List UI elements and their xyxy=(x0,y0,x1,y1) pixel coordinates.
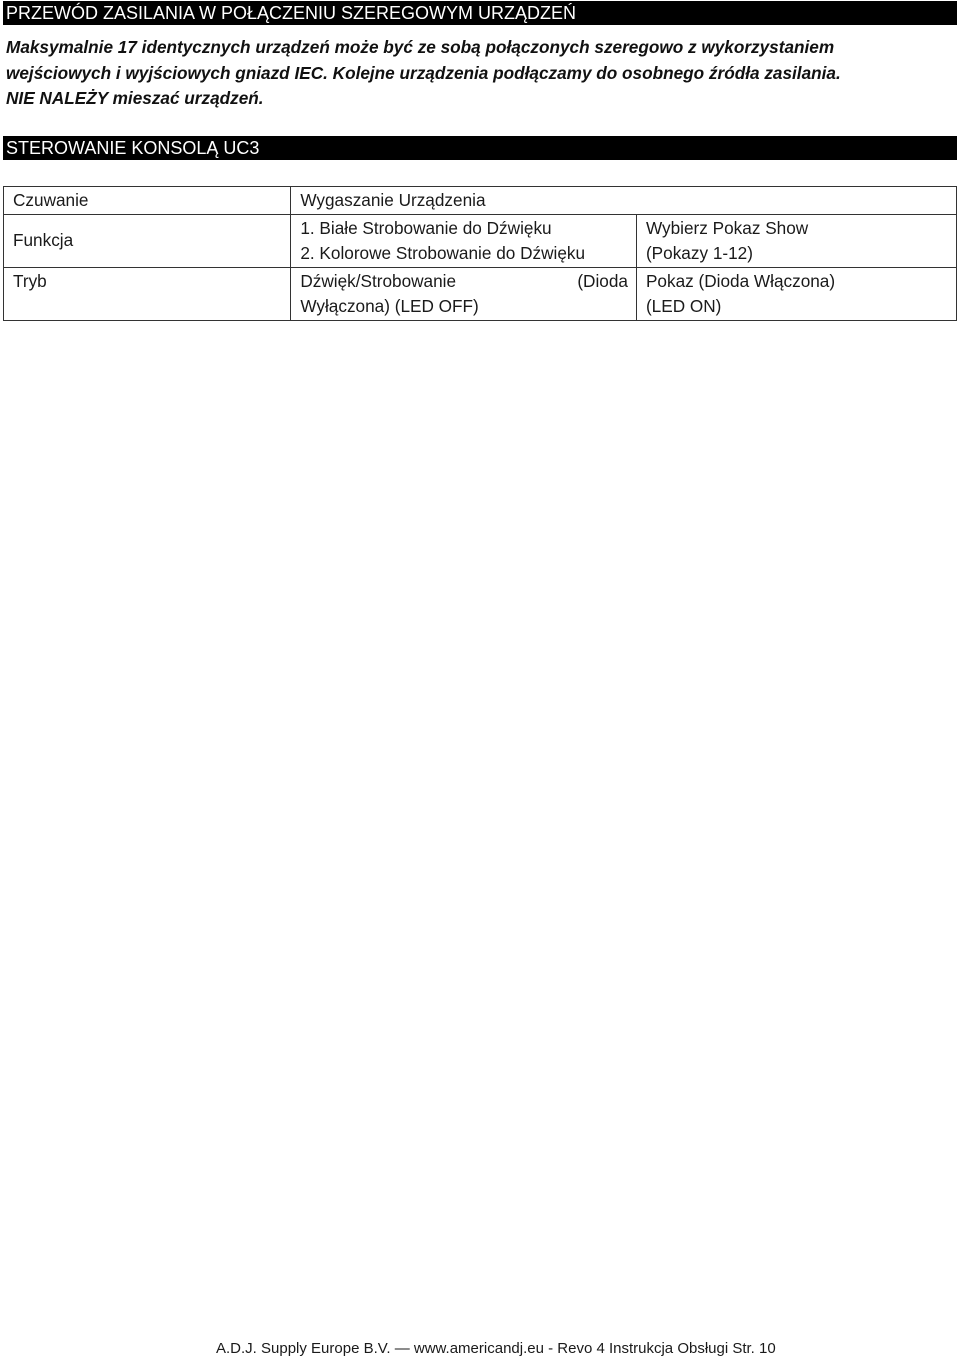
function-option-white-strobe: 1. Białe Strobowanie do Dźwięku xyxy=(300,217,552,238)
function-show-range: (Pokazy 1-12) xyxy=(645,243,753,263)
section-title-power-linking: PRZEWÓD ZASILANIA W POŁĄCZENIU SZEREGOWYM URZĄDZEŃ xyxy=(3,1,957,25)
uc3-control-table xyxy=(3,186,957,321)
mode-show-led-on: Pokaz (Dioda Włączona) xyxy=(645,270,836,291)
function-show-select: Wybierz Pokaz Show xyxy=(645,217,809,238)
mode-sound-strobe-cell xyxy=(291,267,637,320)
page-footer: A.D.J. Supply Europe B.V. — www.americandj.eu - Revo 4 Instrukcja Obsługi Str. 10 xyxy=(216,1340,776,1357)
mode-show-cell xyxy=(636,267,956,320)
power-linking-paragraph xyxy=(6,35,954,112)
section-title-uc3-control: STEROWANIE KONSOLĄ UC3 xyxy=(3,136,957,160)
mode-led-off-text: Wyłączona) (LED OFF) xyxy=(300,296,479,316)
row-label-mode: Tryb xyxy=(4,267,291,320)
table-row-mode xyxy=(4,267,957,320)
mode-show-led-on-label: (LED ON) xyxy=(645,296,722,316)
mode-sound-strobe-text: Dźwięk/Strobowanie xyxy=(300,270,457,291)
standby-description: Wygaszanie Urządzenia xyxy=(291,187,957,215)
paragraph-line: NIE NALEŻY mieszać urządzeń. xyxy=(6,88,264,108)
row-label-function: Funkcja xyxy=(4,214,291,267)
table-row-function xyxy=(4,214,957,267)
row-label-standby: Czuwanie xyxy=(4,187,291,215)
mode-led-off-open: (Dioda xyxy=(577,270,628,291)
paragraph-line: wejściowych i wyjściowych gniazd IEC. Kolejne urządzenia podłączamy do osobnego źródła zasilania. xyxy=(6,62,841,83)
function-show-cell xyxy=(636,214,956,267)
function-sound-strobe-cell xyxy=(291,214,637,267)
function-option-color-strobe: 2. Kolorowe Strobowanie do Dźwięku xyxy=(300,243,586,263)
table-row-standby xyxy=(4,187,957,215)
mode-sound-strobe-line1 xyxy=(300,269,628,295)
paragraph-line: Maksymalnie 17 identycznych urządzeń może być ze sobą połączonych szeregowo z wykorzystaniem xyxy=(6,37,835,57)
